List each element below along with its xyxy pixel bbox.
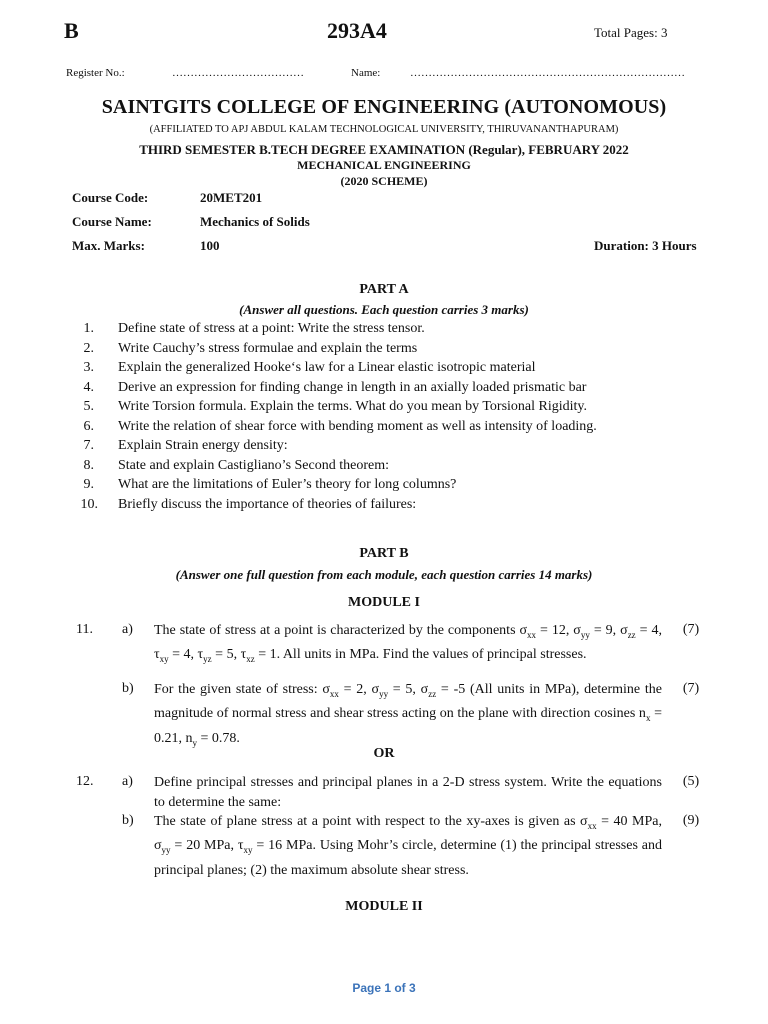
question-number: 3. xyxy=(83,360,94,375)
question-12-number: 12. xyxy=(76,774,94,789)
question-text: Briefly discuss the importance of theories of failures: xyxy=(118,497,417,512)
series-code: B xyxy=(64,18,79,43)
branch-title: MECHANICAL ENGINEERING xyxy=(297,158,471,172)
question-number: 8. xyxy=(83,458,94,473)
question-number: 9. xyxy=(83,477,94,492)
question-text: Explain Strain energy density: xyxy=(118,438,288,453)
question-number: 6. xyxy=(83,419,94,434)
module-1-heading: MODULE I xyxy=(348,595,420,610)
course-name-label: Course Name: xyxy=(72,214,152,229)
question-text: What are the limitations of Euler’s theory for long columns? xyxy=(118,477,457,492)
question-text: Write the relation of shear force with bending moment as well as intensity of loading. xyxy=(118,419,597,434)
question-11a-text: The state of stress at a point is characterized by the components $\sigma_{xx} = 12$, $\sigma_{yy} = 9$, $\sigma_{zz} = 4$, $\tau_{xy} = 4$, $\tau_{yz} = 5$, $\tau_{xz} = 1$. All units in MPa. Find the values of principal stresses. xyxy=(154,623,662,665)
question-number: 10. xyxy=(80,497,98,512)
question-number: 2. xyxy=(83,341,94,356)
part-b-instruction: (Answer one full question from each module, each question carries 14 marks) xyxy=(175,567,593,582)
register-no-label: Register No.: xyxy=(66,67,125,79)
question-11b-marks: (7) xyxy=(682,681,700,696)
page-number: Page 1 of 3 xyxy=(352,981,416,995)
question-12a-marks: (5) xyxy=(682,774,700,789)
question-11-number: 11. xyxy=(76,622,93,637)
college-affiliation: (AFFILIATED TO APJ ABDUL KALAM TECHNOLOGICAL UNIVERSITY, THIRUVANANTHAPURAM) xyxy=(149,124,619,135)
paper-code: 293A4 xyxy=(327,18,387,43)
question-text: Define state of stress at a point: Write the stress tensor. xyxy=(118,321,425,336)
name-label: Name: xyxy=(351,67,381,79)
question-text: Write Cauchy’s stress formulae and explain the terms xyxy=(118,341,418,356)
part-a-title: PART A xyxy=(359,282,409,297)
question-11a-label: a) xyxy=(122,622,133,637)
part-a-instruction: (Answer all questions. Each question carries 3 marks) xyxy=(239,302,529,317)
question-11a-marks: (7) xyxy=(682,622,700,637)
name-field: ………………………………………………………………… xyxy=(410,67,685,79)
course-code-label: Course Code: xyxy=(72,190,149,205)
question-11b-text: For the given state of stress: $\sigma_{xx} = 2$, $\sigma_{yy} = 5$, $\sigma_{zz} = -5$ (All units in MPa), determine the magnitude of normal stress and shear stress acting on the plane with direction cosines $n_x = 0.21$, $n_y = 0.78$. xyxy=(154,682,662,748)
question-11b-label: b) xyxy=(122,681,134,696)
college-name: SAINTGITS COLLEGE OF ENGINEERING (AUTONOMOUS) xyxy=(101,96,667,118)
course-name: Mechanics of Solids xyxy=(200,214,310,229)
module-2-heading: MODULE II xyxy=(345,899,423,914)
register-no-field: ……………………………… xyxy=(172,67,304,79)
question-12a-text: Define principal stresses and principal planes in a 2-D stress system. Write the equations to determine the same: xyxy=(154,775,662,810)
question-12b-marks: (9) xyxy=(682,813,700,828)
exam-title: THIRD SEMESTER B.TECH DEGREE EXAMINATION (Regular), FEBRUARY 2022 xyxy=(139,142,629,157)
duration: Duration: 3 Hours xyxy=(594,238,697,253)
question-number: 4. xyxy=(83,380,94,395)
question-12b-text: The state of plane stress at a point with respect to the xy-axes is given as $\sigma_{xx} = 40$ MPa, $\sigma_{yy} = 20$ MPa, $\tau_{xy} = 16$ MPa. Using Mohr’s circle, determine (1) the principal stresses and principal planes; (2) the maximum absolute shear stress. xyxy=(154,814,663,878)
question-text: Derive an expression for finding change in length in an axially loaded prismatic bar xyxy=(118,380,587,395)
or-separator: OR xyxy=(373,746,395,761)
question-12a-label: a) xyxy=(122,774,133,789)
question-text: Explain the generalized Hooke‘s law for a Linear elastic isotropic material xyxy=(118,360,536,375)
question-number: 7. xyxy=(83,438,94,453)
max-marks-label: Max. Marks: xyxy=(72,238,145,253)
question-12b-label: b) xyxy=(122,813,134,828)
max-marks: 100 xyxy=(200,238,220,253)
question-number: 1. xyxy=(83,321,94,336)
part-b-title: PART B xyxy=(359,546,409,561)
question-number: 5. xyxy=(83,399,94,414)
question-text: Write Torsion formula. Explain the terms. What do you mean by Torsional Rigidity. xyxy=(118,399,587,414)
total-pages: Total Pages: 3 xyxy=(594,25,668,40)
course-code: 20MET201 xyxy=(200,190,263,205)
scheme-title: (2020 SCHEME) xyxy=(340,174,428,188)
question-text: State and explain Castigliano’s Second theorem: xyxy=(118,458,389,473)
